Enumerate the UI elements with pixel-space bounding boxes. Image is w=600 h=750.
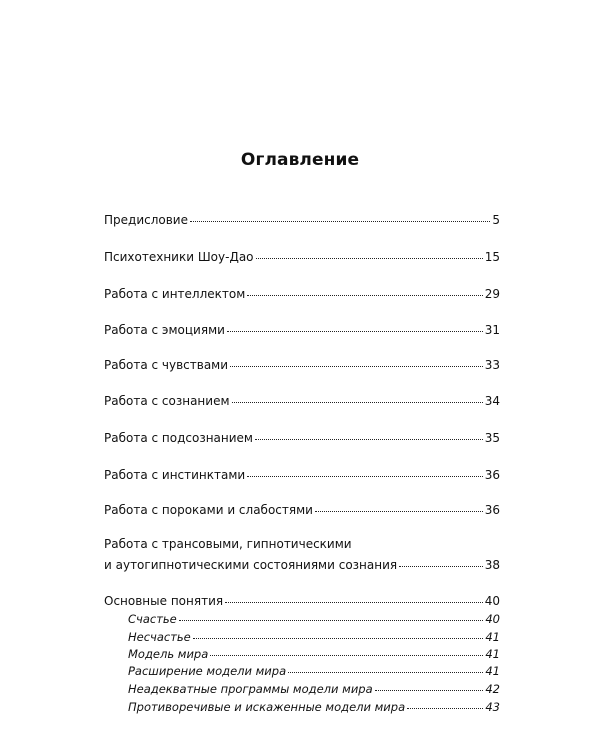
toc-entry-page: 33 bbox=[484, 358, 500, 372]
toc-entry-label: Психотехники Шоу-Дао bbox=[104, 250, 254, 264]
dot-leader bbox=[193, 626, 484, 639]
dot-leader bbox=[210, 643, 483, 656]
toc-entry bbox=[104, 321, 500, 337]
toc-entry-label-line2: и аутогипнотическими состояниями сознания bbox=[104, 558, 398, 572]
toc-entry bbox=[104, 466, 500, 482]
dot-leader bbox=[375, 678, 484, 691]
toc-entry-label: Работа с сознанием bbox=[104, 394, 230, 408]
toc-entry-page: 36 bbox=[484, 503, 500, 517]
toc-entry-label: Предисловие bbox=[104, 213, 188, 227]
dot-leader bbox=[190, 209, 490, 222]
toc-entry bbox=[104, 556, 500, 572]
toc-subentry bbox=[128, 662, 500, 678]
toc-subentry-label: Несчастье bbox=[128, 630, 191, 644]
dot-leader bbox=[225, 590, 483, 603]
toc-entry-page: 38 bbox=[484, 558, 500, 572]
toc-entry bbox=[104, 248, 500, 264]
toc-entry bbox=[104, 501, 500, 517]
dot-leader bbox=[179, 608, 484, 621]
dot-leader bbox=[255, 427, 483, 440]
toc-entry bbox=[104, 356, 500, 372]
toc-entry-page: 40 bbox=[484, 594, 500, 608]
toc-entry-page: 36 bbox=[484, 468, 500, 482]
dot-leader bbox=[232, 390, 483, 403]
toc-subentry-label: Счастье bbox=[128, 612, 177, 626]
toc-entry-page: 15 bbox=[484, 250, 500, 264]
toc-entry-label: Основные понятия bbox=[104, 594, 224, 608]
dot-leader bbox=[247, 283, 482, 296]
toc-entry-label: Работа с эмоциями bbox=[104, 323, 225, 337]
toc-subentry-page: 42 bbox=[485, 682, 500, 696]
toc-entry bbox=[104, 211, 500, 227]
dot-leader bbox=[227, 319, 483, 332]
toc-entry-page: 5 bbox=[492, 213, 500, 227]
toc-entry-label: Работа с интеллектом bbox=[104, 287, 246, 301]
toc-entry-page: 35 bbox=[484, 431, 500, 445]
dot-leader bbox=[407, 696, 483, 709]
toc-entry-label: Работа с инстинктами bbox=[104, 468, 246, 482]
toc-subentry-label: Модель мира bbox=[128, 647, 209, 661]
toc-subentry bbox=[128, 680, 500, 696]
toc-entry-label: Работа с чувствами bbox=[104, 358, 229, 372]
toc-entry-label-line1: Работа с трансовыми, гипнотическими bbox=[104, 537, 352, 551]
toc-subentry-page: 41 bbox=[485, 630, 500, 644]
toc-entry-page: 34 bbox=[484, 394, 500, 408]
toc-entry bbox=[104, 429, 500, 445]
dot-leader bbox=[256, 246, 483, 259]
toc-entry bbox=[104, 592, 500, 608]
dot-leader bbox=[399, 554, 483, 567]
toc-entry bbox=[104, 285, 500, 301]
toc-subentry-page: 40 bbox=[485, 612, 500, 626]
toc-entry-label: Работа с пороками и слабостями bbox=[104, 503, 313, 517]
toc-entry-page: 29 bbox=[484, 287, 500, 301]
dot-leader bbox=[230, 354, 483, 367]
toc-subentry-page: 43 bbox=[485, 700, 500, 714]
toc-entry-label: Работа с подсознанием bbox=[104, 431, 253, 445]
dot-leader bbox=[315, 499, 483, 512]
toc-subentry bbox=[128, 610, 500, 626]
toc-subentry-page: 41 bbox=[485, 664, 500, 678]
toc-entry-page: 31 bbox=[484, 323, 500, 337]
toc-subentry-label: Противоречивые и искаженные модели мира bbox=[128, 700, 406, 714]
toc-subentry-label: Расширение модели мира bbox=[128, 664, 287, 678]
toc-subentry bbox=[128, 628, 500, 644]
toc-entry bbox=[104, 392, 500, 408]
toc-subentry-label: Неадекватные программы модели мира bbox=[128, 682, 373, 696]
toc-subentry-page: 41 bbox=[485, 647, 500, 661]
page-title: Оглавление bbox=[240, 150, 360, 170]
toc-subentry bbox=[128, 698, 500, 714]
dot-leader bbox=[247, 464, 482, 477]
dot-leader bbox=[288, 660, 483, 673]
toc-subentry bbox=[128, 645, 500, 661]
